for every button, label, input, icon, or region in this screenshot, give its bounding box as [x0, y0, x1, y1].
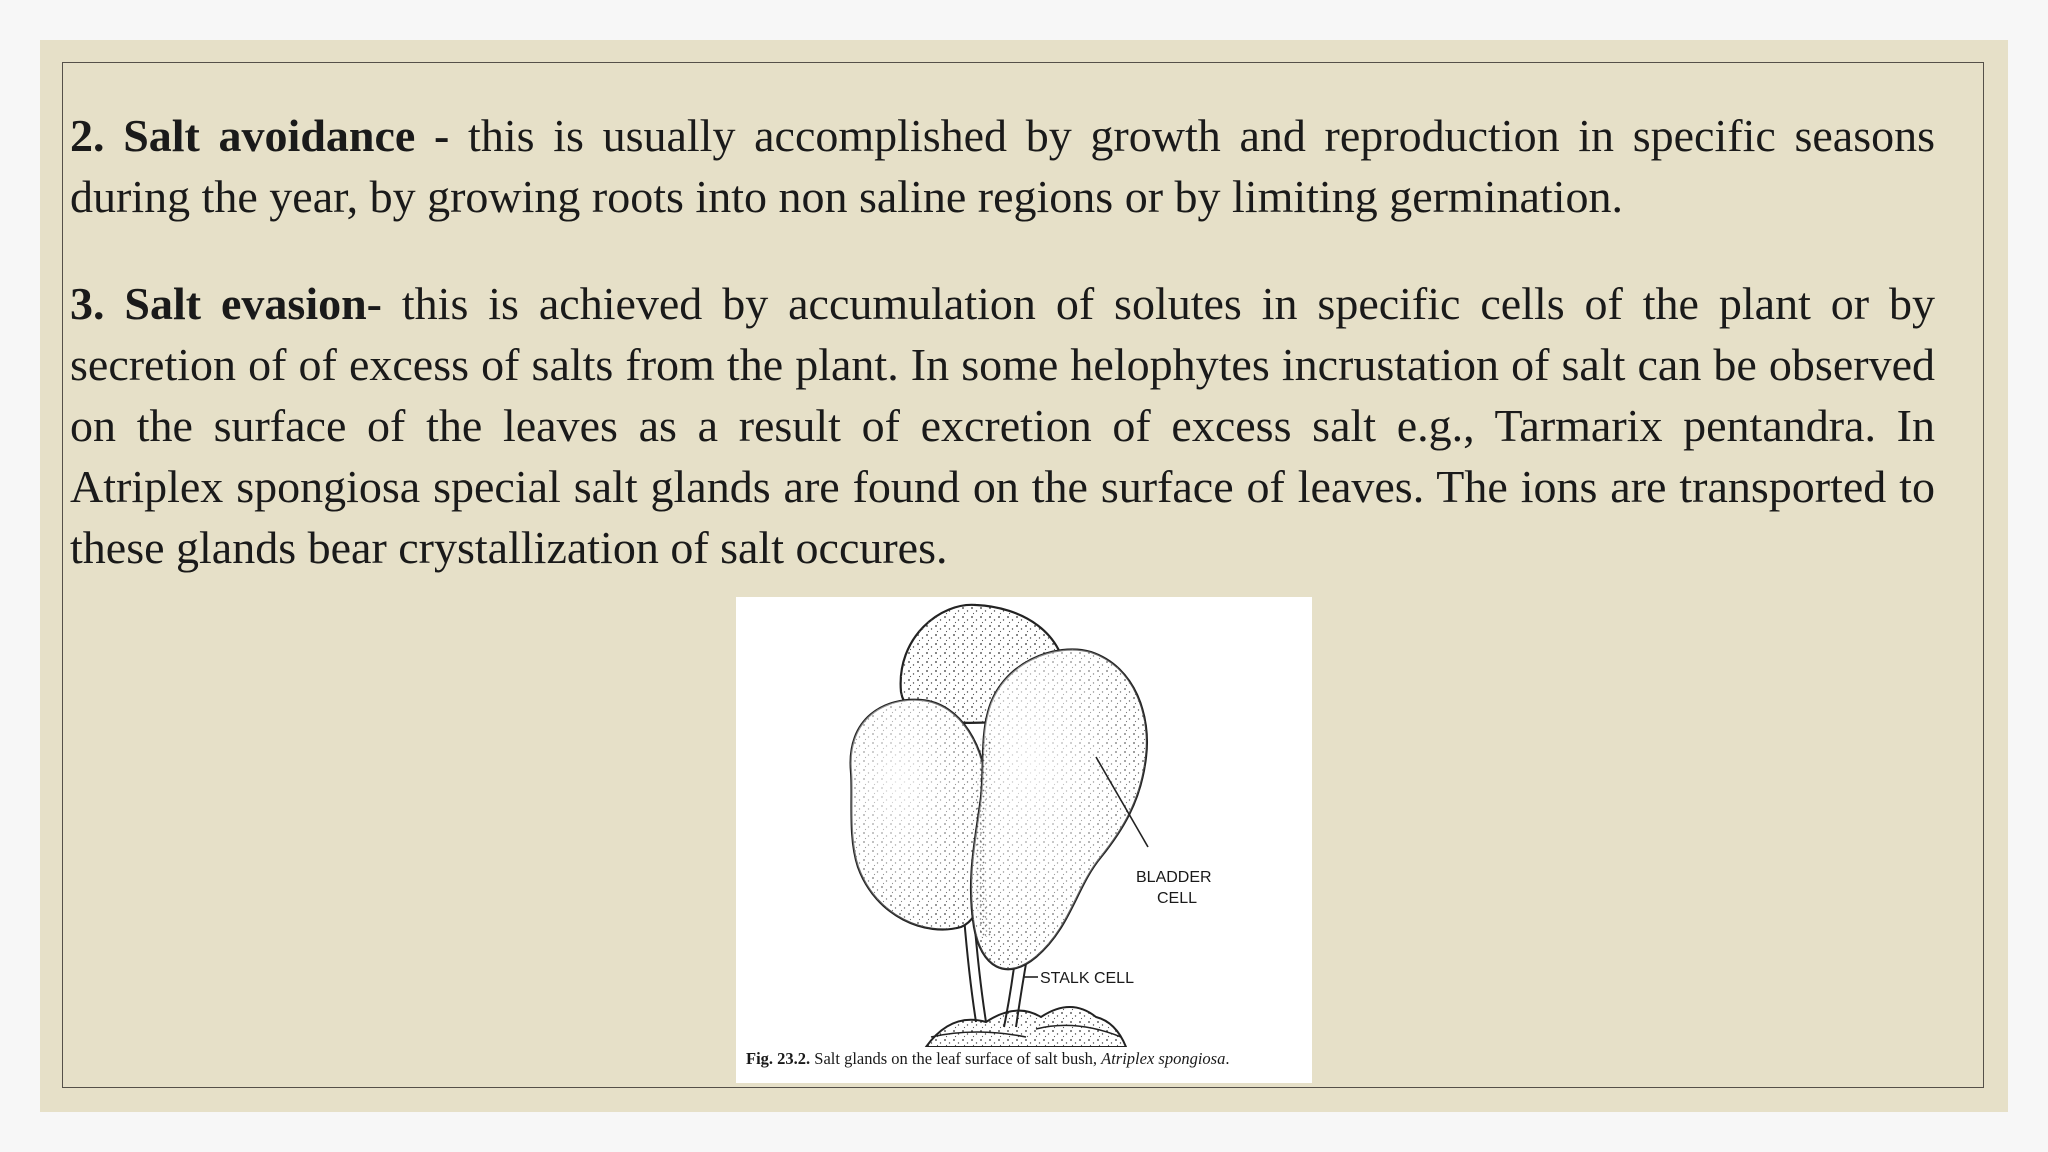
salt-evasion-heading: 3. Salt evasion- [70, 278, 382, 329]
bladder-label-line1: BLADDER [1136, 869, 1212, 886]
bladder-cell-left [851, 700, 989, 930]
salt-evasion-text: this is achieved by accumulation of solutes in specific cells of the plant or by secretion of of excess of salts from the plant. In some helophytes incrustation of salt can be observed on the surface of the leaves as a result of excretion of excess salt e.g., Tarmarix pentandra. In Atriplex spongiosa special salt glands are found on the surface of leaves. The ions are transported to these glands bear crystallization of salt occures. [70, 278, 1935, 573]
figure-caption-text: Salt glands on the leaf surface of salt bush, [810, 1049, 1102, 1068]
salt-gland-figure [736, 597, 1312, 1083]
figure-number: Fig. 23.2. [746, 1049, 811, 1068]
salt-avoidance-text: this is usually accomplished by growth and reproduction in specific seasons during the year, by growing roots into non saline regions or by limiting germination. [70, 110, 1935, 222]
leaf-surface [926, 1007, 1126, 1047]
bladder-cell-front [971, 650, 1147, 970]
figure-caption [746, 1049, 1306, 1069]
salt-avoidance-heading: 2. Salt avoidance - [70, 110, 450, 161]
figure-caption-species: Atriplex spongiosa [1101, 1049, 1226, 1068]
figure-caption-end: . [1225, 1049, 1230, 1068]
salt-gland-illustration [736, 597, 1312, 1047]
salt-avoidance-paragraph [70, 105, 1935, 227]
salt-evasion-paragraph [70, 273, 1935, 578]
stalk-cell-label: STALK CELL [1040, 970, 1134, 987]
bladder-label-line2: CELL [1157, 890, 1198, 907]
